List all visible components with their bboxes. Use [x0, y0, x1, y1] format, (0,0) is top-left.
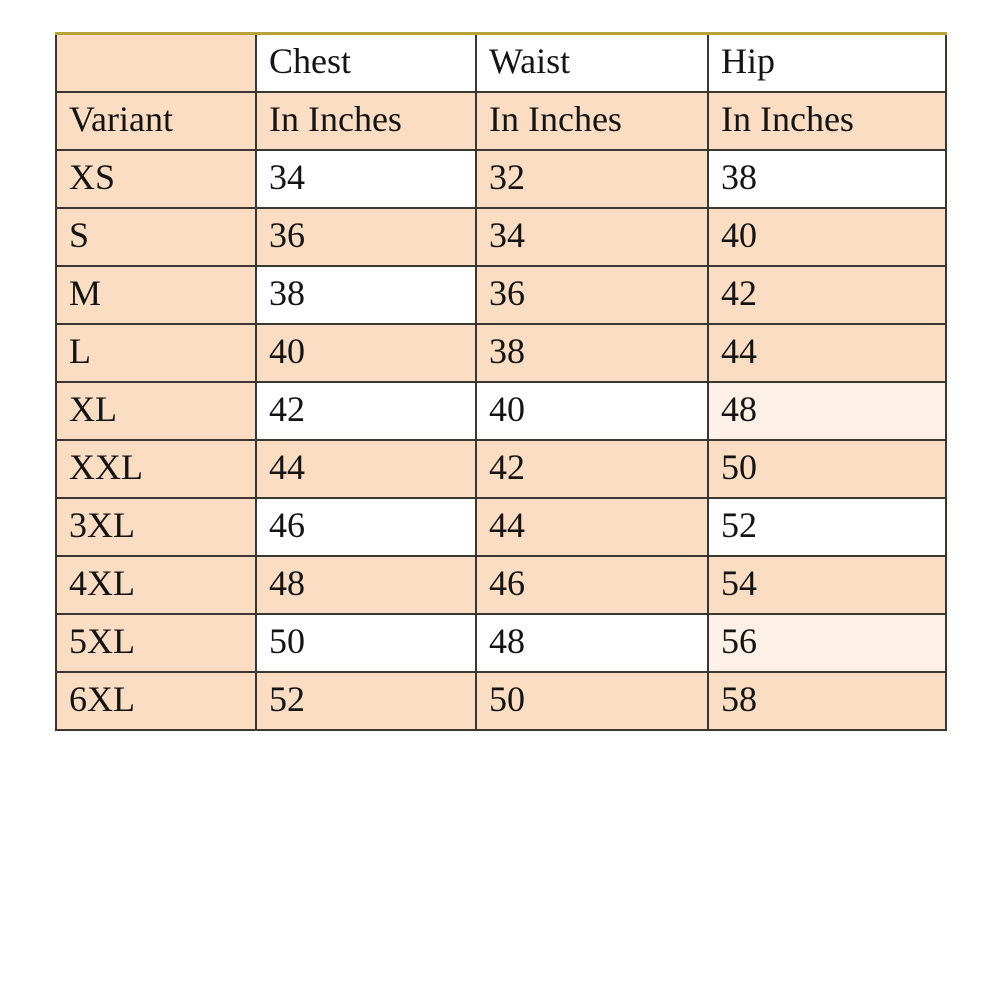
header-chest: Chest — [256, 34, 476, 92]
cell-chest: 50 — [256, 614, 476, 672]
header-variant: Variant — [56, 92, 256, 150]
cell-variant: L — [56, 324, 256, 382]
cell-waist: 46 — [476, 556, 708, 614]
header-waist: Waist — [476, 34, 708, 92]
table-row — [56, 324, 946, 382]
cell-variant: XS — [56, 150, 256, 208]
header-hip-units: In Inches — [708, 92, 946, 150]
table-row — [56, 266, 946, 324]
cell-chest: 38 — [256, 266, 476, 324]
cell-variant: M — [56, 266, 256, 324]
cell-chest: 48 — [256, 556, 476, 614]
header-waist-units: In Inches — [476, 92, 708, 150]
cell-chest: 40 — [256, 324, 476, 382]
cell-variant: S — [56, 208, 256, 266]
cell-chest: 36 — [256, 208, 476, 266]
cell-variant: XL — [56, 382, 256, 440]
cell-hip: 52 — [708, 498, 946, 556]
cell-chest: 52 — [256, 672, 476, 730]
table-row — [56, 556, 946, 614]
cell-hip: 56 — [708, 614, 946, 672]
cell-hip: 38 — [708, 150, 946, 208]
table-row — [56, 672, 946, 730]
cell-waist: 44 — [476, 498, 708, 556]
cell-variant: 4XL — [56, 556, 256, 614]
size-chart-table — [55, 32, 947, 731]
header-hip: Hip — [708, 34, 946, 92]
header-chest-units: In Inches — [256, 92, 476, 150]
table-header-row-measurement — [56, 34, 946, 92]
cell-hip: 54 — [708, 556, 946, 614]
table-row — [56, 150, 946, 208]
cell-chest: 46 — [256, 498, 476, 556]
table-row — [56, 614, 946, 672]
cell-chest: 34 — [256, 150, 476, 208]
cell-waist: 34 — [476, 208, 708, 266]
size-chart-container — [55, 32, 945, 731]
header-corner-cell — [56, 34, 256, 92]
cell-waist: 32 — [476, 150, 708, 208]
cell-hip: 40 — [708, 208, 946, 266]
table-row — [56, 382, 946, 440]
cell-hip: 50 — [708, 440, 946, 498]
cell-hip: 58 — [708, 672, 946, 730]
cell-variant: 6XL — [56, 672, 256, 730]
cell-chest: 44 — [256, 440, 476, 498]
cell-variant: 3XL — [56, 498, 256, 556]
cell-waist: 38 — [476, 324, 708, 382]
table-row — [56, 208, 946, 266]
cell-variant: XXL — [56, 440, 256, 498]
cell-waist: 50 — [476, 672, 708, 730]
table-header-row-units — [56, 92, 946, 150]
cell-waist: 42 — [476, 440, 708, 498]
cell-hip: 42 — [708, 266, 946, 324]
cell-chest: 42 — [256, 382, 476, 440]
cell-waist: 36 — [476, 266, 708, 324]
cell-variant: 5XL — [56, 614, 256, 672]
cell-waist: 48 — [476, 614, 708, 672]
cell-hip: 44 — [708, 324, 946, 382]
cell-hip: 48 — [708, 382, 946, 440]
cell-waist: 40 — [476, 382, 708, 440]
table-row — [56, 440, 946, 498]
table-row — [56, 498, 946, 556]
